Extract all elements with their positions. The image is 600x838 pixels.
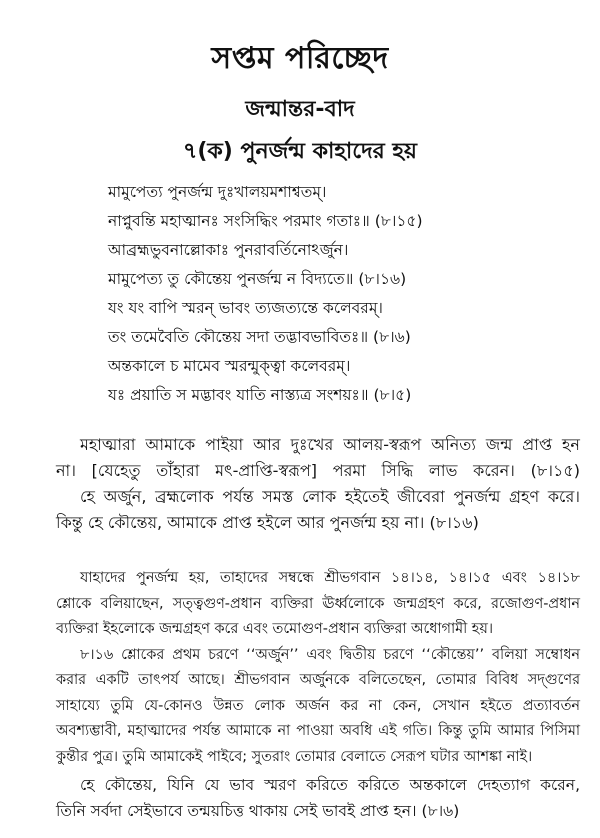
paragraph-line: না। [যেহেতু তাঁহারা মৎ-প্রাপ্তি-স্বরূপ] পরমা সিদ্ধি লাভ করেন। (৮।১৫) xyxy=(56,461,580,480)
verse-block xyxy=(108,178,548,410)
commentary-paragraph xyxy=(56,566,580,770)
paragraph-line: অবশ্যম্ভাবী, মহাত্মাদের পর্যন্ত আমাকে না পাওয়া অবধি এই গতি। কিন্তু তুমি আমার পিসিমা xyxy=(56,723,580,739)
paragraph-line: যাহাদের পুনর্জন্ম হয়, তাহাদের সম্বন্ধে শ্রীভগবান ১৪।১৪, ১৪।১৫ এবং ১৪।১৮ xyxy=(80,570,580,586)
paragraph-line: সাহায্যে তুমি যে-কোনও উন্নত লোক অর্জন কর না কেন, সেখান হইতে প্রত্যাবর্তন xyxy=(56,697,580,714)
paragraph-line: করার একটি তাৎপর্য আছে। শ্রীভগবান অর্জুনকে বলিতেছেন, তোমার বিবিধ সদ্গুণের xyxy=(56,672,580,688)
paragraph-line: কুন্তীর পুত্র। তুমি আমাকেই পাইবে; সুতরাং তোমার বেলাতে সেরূপ ঘটার আশঙ্কা নাই। xyxy=(56,748,533,765)
verse-line: আব্রহ্মভুবনাল্লোকাঃ পুনরাবর্তিনোঽর্জুন। xyxy=(108,241,349,259)
verse-line: যং যং বাপি স্মরন্ ভাবং ত্যজত্যন্তে কলেবরম্। xyxy=(108,299,383,317)
verse-line: তং তমেবৈতি কৌন্তেয় সদা তদ্ভাবভাবিতঃ॥ (৮।৬) xyxy=(108,328,411,346)
paragraph-line: ব্যক্তিরা ইহলোকে জন্মগ্রহণ করে এবং তমোগুণ-প্রধান ব্যক্তিরা অধোগামী হয়। xyxy=(56,621,493,637)
paragraph-line: শ্লোকে বলিয়াছেন, সত্ত্বগুণ-প্রধান ব্যক্তিরা ঊর্ধ্বলোকে জন্মগ্রহণ করে, রজোগুণ-প্রধান xyxy=(56,595,580,612)
paragraph-line: তিনি সর্বদা সেইভাবে তন্ময়চিত্ত থাকায় সেই ভাবই প্রাপ্ত হন। (৮।৬) xyxy=(56,802,460,820)
verse-line: যঃ প্রয়াতি স মদ্ভাবং যাতি নাস্ত্যত্র সংশয়ঃ॥ (৮।৫) xyxy=(108,386,412,404)
verse-line: মামুপেত্য তু কৌন্তেয় পুনর্জন্ম ন বিদ্যতে॥ (৮।১৬) xyxy=(108,270,407,288)
verse-line: অন্তকালে চ মামেব স্মরন্মুক্ত্বা কলেবরম্। xyxy=(108,357,351,375)
paragraph-line: হে কৌন্তেয়, যিনি যে ভাব স্মরণ করিতে করিতে অন্তকালে দেহত্যাগ করেন, xyxy=(80,776,580,794)
translation-paragraph xyxy=(56,772,580,824)
paragraph-line: হে অর্জুন, ব্রহ্মলোক পর্যন্ত সমস্ত লোক হইতেই জীবেরা পুনর্জন্ম গ্রহণ করে। xyxy=(80,487,580,506)
section-heading: ৭(ক) পুনর্জন্ম কাহাদের হয় xyxy=(183,139,417,164)
paragraph-line: কিন্তু হে কৌন্তেয়, আমাকে প্রাপ্ত হইলে আর পুনর্জন্ম হয় না। (৮।১৬) xyxy=(56,513,479,532)
verse-line: নাপ্নুবন্তি মহাত্মানঃ সংসিদ্ধিং পরমাং গতাঃ॥ (৮।১৫) xyxy=(108,212,423,230)
paragraph-line: মহাত্মারা আমাকে পাইয়া আর দুঃখের আলয়-স্বরূপ অনিত্য জন্ম প্রাপ্ত হন xyxy=(80,435,580,454)
chapter-subtitle: জন্মান্তর-বাদ xyxy=(245,97,355,122)
verse-line: মামুপেত্য পুনর্জন্ম দুঃখালয়মশাশ্বতম্। xyxy=(108,183,327,201)
paragraph-line: ৮।১৬ শ্লোকের প্রথম চরণে ‘‘অর্জুন’’ এবং দ্বিতীয় চরণে ‘‘কৌন্তেয়’’ বলিয়া সম্বোধন xyxy=(80,646,580,663)
translation-paragraph xyxy=(56,432,580,536)
chapter-title: সপ্তম পরিচ্ছেদ xyxy=(211,41,389,76)
